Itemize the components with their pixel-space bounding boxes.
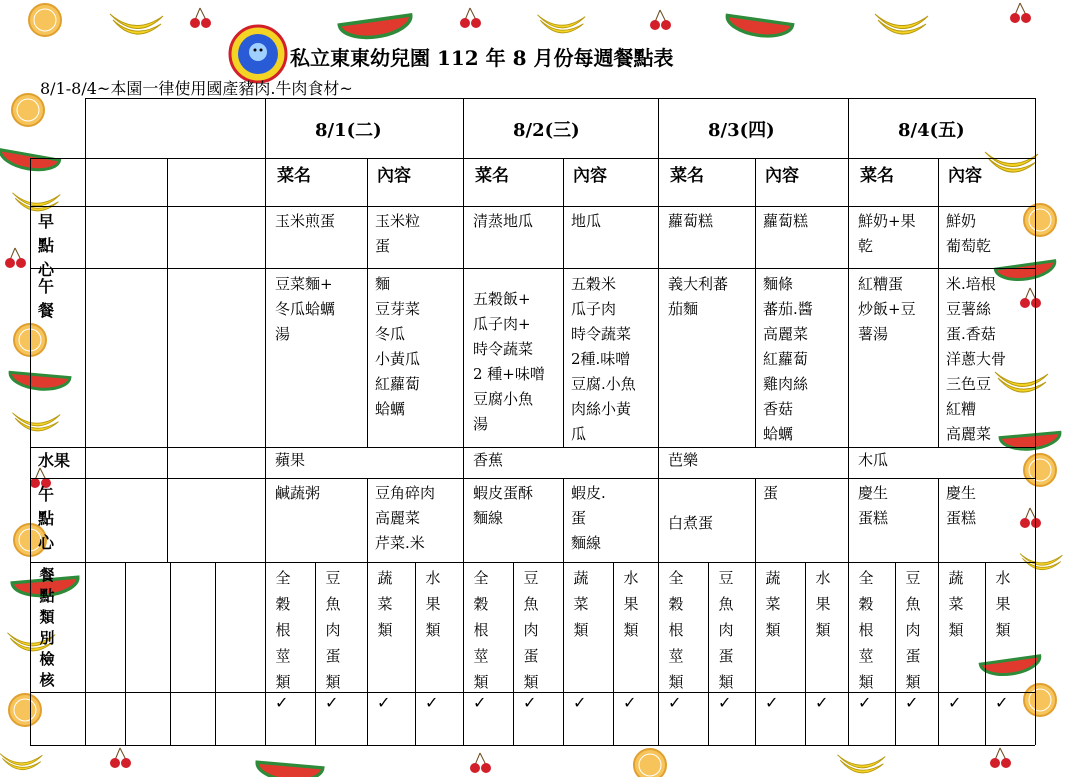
check-category: 蔬菜類 bbox=[573, 569, 589, 639]
sub-col-line bbox=[755, 478, 756, 745]
banana-icon bbox=[875, 14, 928, 34]
lunch-dish: 豆菜麵+ 冬瓜蛤蠣 湯 bbox=[275, 275, 336, 343]
table-border-right bbox=[1035, 98, 1036, 745]
row-label-snack: 午 點 心 bbox=[38, 485, 55, 552]
page-title: 私立東東幼兒園 112 年 8 月份每週餐點表 bbox=[290, 46, 674, 70]
check-mark: ✓ bbox=[765, 693, 779, 712]
fruit-item: 芭樂 bbox=[668, 451, 699, 469]
dish-name-header: 菜名 bbox=[670, 166, 704, 186]
lunch-ingredients: 米.培根 豆薯絲 蛋.香菇 洋蔥大骨 三色豆 紅糟 高麗菜 bbox=[946, 275, 1007, 443]
row-label-check: 餐點類別檢核 bbox=[39, 566, 55, 689]
snack-ingredients: 慶生 蛋糕 bbox=[946, 484, 977, 527]
day-col-line bbox=[658, 98, 659, 745]
check-mark: ✓ bbox=[275, 693, 289, 712]
check-category: 全穀根莖類 bbox=[668, 569, 684, 691]
cherry-icon bbox=[1020, 508, 1041, 528]
check-col-line bbox=[613, 562, 614, 745]
snack-dish: 慶生 蛋糕 bbox=[858, 484, 889, 527]
check-category: 豆魚肉蛋類 bbox=[718, 569, 734, 691]
orange-slice-icon bbox=[9, 694, 41, 726]
snack-dish: 蝦皮蛋酥 麵線 bbox=[473, 484, 534, 527]
fruit-item: 香蕉 bbox=[473, 451, 504, 469]
check-mark: ✓ bbox=[995, 693, 1009, 712]
table-row-line bbox=[30, 206, 1035, 207]
cherry-icon bbox=[1010, 3, 1031, 23]
check-mark: ✓ bbox=[948, 693, 962, 712]
check-mark: ✓ bbox=[425, 693, 439, 712]
watermelon-icon bbox=[339, 15, 413, 42]
check-mark: ✓ bbox=[668, 693, 682, 712]
check-category: 全穀根莖類 bbox=[275, 569, 291, 691]
check-category: 全穀根莖類 bbox=[473, 569, 489, 691]
sub-col-line bbox=[367, 158, 368, 447]
fruit-item: 木瓜 bbox=[858, 451, 889, 469]
breakfast-dish: 蘿蔔糕 bbox=[668, 212, 714, 230]
check-mark: ✓ bbox=[623, 693, 637, 712]
ingredients-header: 內容 bbox=[948, 166, 982, 186]
check-mark: ✓ bbox=[718, 693, 732, 712]
snack-ingredients: 豆角碎肉 高麗菜 芹菜.米 bbox=[375, 484, 436, 552]
orange-slice-icon bbox=[634, 749, 666, 777]
day-col-line bbox=[463, 98, 464, 745]
table-col-line bbox=[167, 158, 168, 562]
cherry-icon bbox=[990, 748, 1011, 768]
day-header: 8/4(五) bbox=[898, 120, 965, 141]
check-category: 豆魚肉蛋類 bbox=[325, 569, 341, 691]
watermelon-icon bbox=[1000, 432, 1061, 451]
table-row-line bbox=[30, 745, 1035, 746]
banana-icon bbox=[12, 413, 60, 431]
cherry-icon bbox=[110, 748, 131, 768]
check-mark: ✓ bbox=[858, 693, 872, 712]
check-mark: ✓ bbox=[325, 693, 339, 712]
sub-col-line bbox=[563, 478, 564, 745]
banana-icon bbox=[838, 755, 886, 773]
ingredients-header: 內容 bbox=[573, 166, 607, 186]
school-logo bbox=[228, 24, 288, 84]
table-col-line bbox=[170, 562, 171, 745]
watermelon-icon bbox=[725, 15, 793, 39]
lunch-ingredients: 麵 豆芽菜 冬瓜 小黃瓜 紅蘿蔔 蛤蠣 bbox=[375, 275, 421, 418]
table-row-line bbox=[30, 562, 1035, 563]
check-col-line bbox=[895, 562, 896, 745]
check-category: 水果類 bbox=[815, 569, 831, 639]
cherry-icon bbox=[460, 8, 481, 28]
row-label-breakfast: 早 點 心 bbox=[38, 212, 55, 279]
breakfast-ingredients: 鮮奶 葡萄乾 bbox=[946, 212, 992, 255]
check-mark: ✓ bbox=[377, 693, 391, 712]
sub-col-line bbox=[755, 158, 756, 447]
check-col-line bbox=[805, 562, 806, 745]
check-col-line bbox=[985, 562, 986, 745]
dish-name-header: 菜名 bbox=[277, 166, 311, 186]
check-col-line bbox=[708, 562, 709, 745]
table-row-line bbox=[30, 158, 1035, 159]
breakfast-dish: 玉米煎蛋 bbox=[275, 212, 336, 230]
check-category: 豆魚肉蛋類 bbox=[905, 569, 921, 691]
lunch-dish: 義大利蕃 茄麵 bbox=[668, 275, 729, 318]
cherry-icon bbox=[1020, 288, 1041, 308]
day-col-line bbox=[265, 98, 266, 745]
sub-col-line bbox=[938, 158, 939, 447]
table-col-line bbox=[125, 562, 126, 745]
table-col-line bbox=[85, 98, 86, 745]
table-row-line bbox=[30, 478, 1035, 479]
check-category: 水果類 bbox=[995, 569, 1011, 639]
table-col-line bbox=[215, 562, 216, 745]
cherry-icon bbox=[5, 248, 26, 268]
breakfast-ingredients: 地瓜 bbox=[571, 212, 602, 230]
ingredients-header: 內容 bbox=[377, 166, 411, 186]
row-label-fruit: 水果 bbox=[38, 451, 71, 470]
watermelon-icon bbox=[9, 372, 70, 391]
breakfast-ingredients: 蘿蔔糕 bbox=[763, 212, 809, 230]
banana-icon bbox=[12, 193, 60, 211]
check-mark: ✓ bbox=[815, 693, 829, 712]
check-category: 水果類 bbox=[425, 569, 441, 639]
cherry-icon bbox=[190, 8, 211, 28]
snack-dish: 白煮蛋 bbox=[668, 514, 714, 532]
banana-icon bbox=[0, 754, 42, 770]
cherry-icon bbox=[470, 753, 491, 773]
snack-ingredients: 蛋 bbox=[763, 484, 779, 502]
lunch-ingredients: 五穀米 瓜子肉 時令蔬菜 2種.味噌 豆腐.小魚 肉絲小黃 瓜 bbox=[571, 275, 636, 443]
check-category: 全穀根莖類 bbox=[858, 569, 874, 691]
snack-ingredients: 蝦皮. 蛋 麵線 bbox=[571, 484, 606, 552]
orange-slice-icon bbox=[1024, 454, 1056, 486]
table-border-left bbox=[30, 158, 31, 745]
day-header: 8/2(三) bbox=[513, 120, 580, 141]
lunch-dish: 五穀飯+ 瓜子肉+ 時令蔬菜 2 種+味噌 豆腐小魚 湯 bbox=[473, 290, 545, 433]
orange-slice-icon bbox=[1024, 204, 1056, 236]
sub-col-line bbox=[367, 478, 368, 745]
check-mark: ✓ bbox=[905, 693, 919, 712]
table-row-line bbox=[30, 268, 1035, 269]
check-mark: ✓ bbox=[573, 693, 587, 712]
page-subtitle: 8/1-8/4~本園一律使用國產豬肉.牛肉食材~ bbox=[40, 79, 353, 98]
banana-icon bbox=[538, 15, 586, 33]
sub-col-line bbox=[563, 158, 564, 447]
ingredients-header: 內容 bbox=[765, 166, 799, 186]
banana-icon bbox=[985, 152, 1038, 172]
check-mark: ✓ bbox=[523, 693, 537, 712]
orange-slice-icon bbox=[29, 4, 61, 36]
orange-slice-icon bbox=[1024, 684, 1056, 716]
check-category: 蔬菜類 bbox=[765, 569, 781, 639]
check-col-line bbox=[415, 562, 416, 745]
check-mark: ✓ bbox=[473, 693, 487, 712]
watermelon-icon bbox=[980, 656, 1041, 678]
check-category: 水果類 bbox=[623, 569, 639, 639]
fruit-item: 蘋果 bbox=[275, 451, 306, 469]
breakfast-ingredients: 玉米粒 蛋 bbox=[375, 212, 421, 255]
watermelon-icon bbox=[256, 762, 323, 777]
check-category: 蔬菜類 bbox=[377, 569, 393, 639]
day-col-line bbox=[848, 98, 849, 745]
row-label-lunch: 午 餐 bbox=[38, 277, 55, 320]
lunch-ingredients: 麵條 蕃茄.醬 高麗菜 紅蘿蔔 雞肉絲 香菇 蛤蠣 bbox=[763, 275, 813, 443]
check-category: 豆魚肉蛋類 bbox=[523, 569, 539, 691]
breakfast-dish: 清蒸地瓜 bbox=[473, 212, 534, 230]
check-category: 蔬菜類 bbox=[948, 569, 964, 639]
check-col-line bbox=[315, 562, 316, 745]
banana-icon bbox=[110, 14, 163, 34]
dish-name-header: 菜名 bbox=[475, 166, 509, 186]
day-header: 8/1(二) bbox=[315, 120, 382, 141]
cherry-icon bbox=[650, 10, 671, 30]
dish-name-header: 菜名 bbox=[860, 166, 894, 186]
breakfast-dish: 鮮奶+果 乾 bbox=[858, 212, 916, 255]
lunch-dish: 紅糟蛋 炒飯+豆 薯湯 bbox=[858, 275, 916, 343]
table-border-top bbox=[85, 98, 1035, 99]
sub-col-line bbox=[938, 478, 939, 745]
day-header: 8/3(四) bbox=[708, 120, 775, 141]
snack-dish: 鹹蔬粥 bbox=[275, 484, 321, 502]
check-col-line bbox=[513, 562, 514, 745]
